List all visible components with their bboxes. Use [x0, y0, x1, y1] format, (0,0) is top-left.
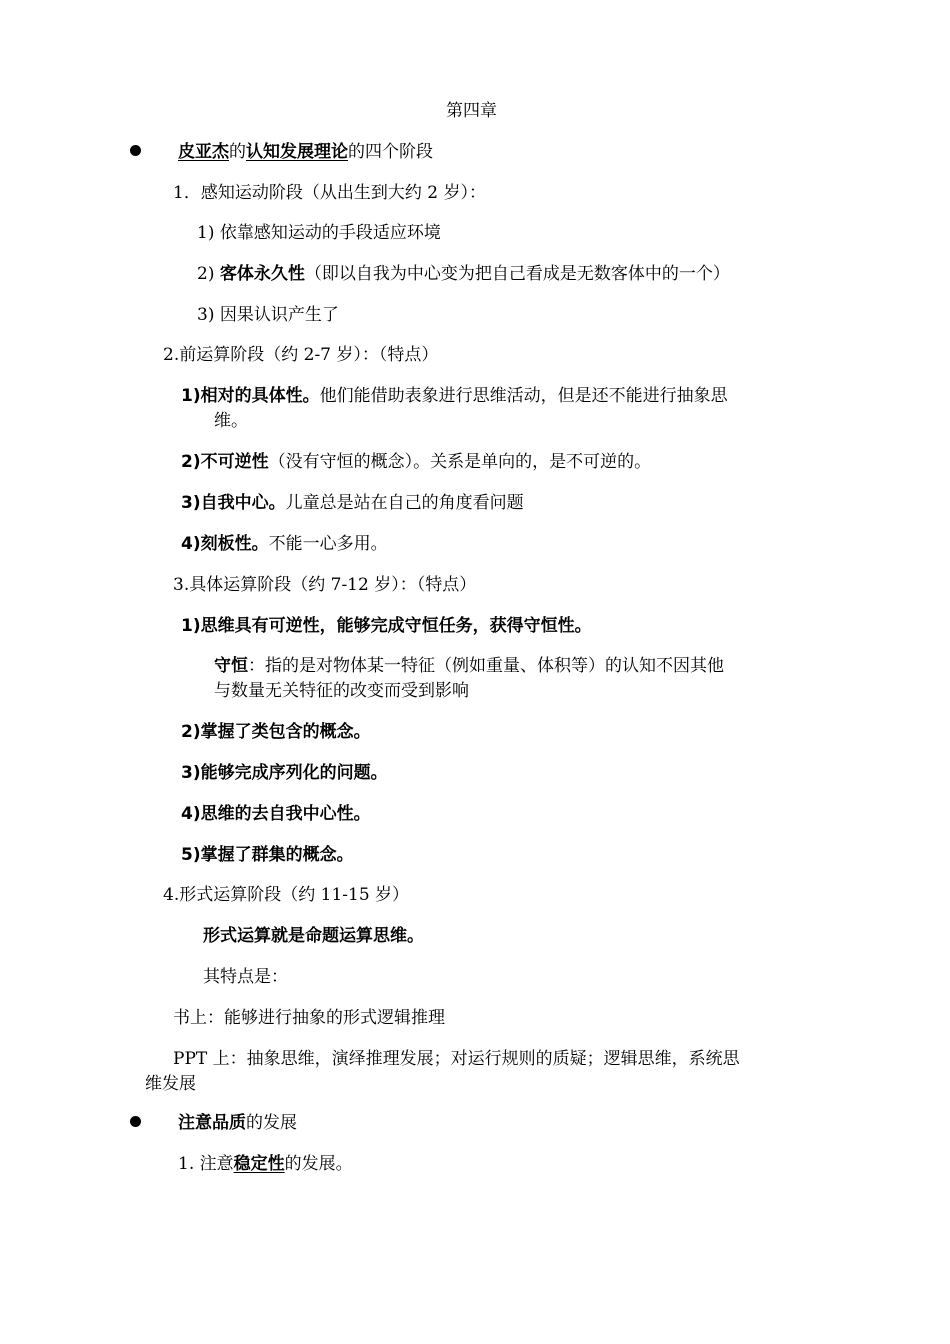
stage-3-heading: 3.具体运算阶段（约 7-12 岁）：（特点）: [173, 575, 477, 595]
stage-3-item-4: 4)思维的去自我中心性。: [181, 804, 371, 824]
stage-2-item-4: [181, 532, 388, 556]
heading-name: 皮亚杰: [178, 142, 229, 162]
heading-term: 注意品质: [178, 1113, 246, 1133]
stage-2-item-2: [181, 450, 651, 474]
stage-3-item-3: 3)能够完成序列化的问题。: [181, 763, 388, 783]
stage-2-item-3: [181, 491, 524, 515]
item-term: 稳定性: [233, 1154, 285, 1174]
heading-text: 的: [229, 142, 246, 162]
stage-3-item-1: 1)思维具有可逆性，能够完成守恒任务，获得守恒性。: [181, 616, 592, 636]
conservation-definition-cont: 与数量无关特征的改变而受到影响: [214, 681, 469, 701]
item-text: 不能一心多用。: [268, 534, 388, 554]
item-text: ：指的是对物体某一特征（例如重量、体积等）的认知不因其他: [248, 656, 724, 676]
item-text: 儿童总是站在自己的角度看问题: [285, 493, 524, 513]
item-term: 守恒: [214, 656, 248, 676]
stage-4-line-3: 书上：能够进行抽象的形式逻辑推理: [173, 1008, 445, 1028]
stage-4-heading: 4.形式运算阶段（约 11-15 岁）: [163, 885, 410, 905]
item-text: 的发展。: [284, 1154, 353, 1174]
stage-1-item-2: [197, 262, 730, 286]
stage-4-line-4-cont: 维发展: [145, 1074, 196, 1094]
heading-text: 的发展: [246, 1113, 297, 1133]
stage-1-item-3: 3) 因果认识产生了: [197, 305, 339, 325]
stage-3-item-5: 5)掌握了群集的概念。: [181, 845, 354, 865]
section-heading-attention: [178, 1111, 297, 1135]
heading-text: 的四个阶段: [348, 142, 433, 162]
item-text: 他们能借助表象进行思维活动，但是还不能进行抽象思: [319, 386, 728, 406]
item-term: 4)刻板性。: [181, 534, 269, 554]
page-title: 第四章: [446, 101, 497, 121]
stage-4-line-2: 其特点是：: [203, 967, 288, 987]
section-heading-piaget: [178, 140, 433, 164]
item-term: 1)相对的具体性。: [181, 386, 320, 406]
attention-item-1: [178, 1152, 353, 1176]
conservation-definition: [214, 654, 724, 678]
item-text: （没有守恒的概念）。关系是单向的，是不可逆的。: [268, 452, 652, 472]
stage-1-item-1: 1) 依靠感知运动的手段适应环境: [197, 223, 441, 243]
item-text: （即以自我为中心变为把自己看成是无数客体中的一个）: [304, 264, 730, 284]
stage-4-line-4: PPT 上：抽象思维，演绎推理发展；对运行规则的质疑；逻辑思维，系统思: [173, 1049, 740, 1069]
stage-3-item-2: 2)掌握了类包含的概念。: [181, 722, 371, 742]
stage-2-item-1-cont: 维。: [214, 411, 248, 431]
stage-4-line-1: 形式运算就是命题运算思维。: [203, 926, 424, 946]
stage-2-item-1: [181, 384, 728, 408]
item-term: 2)不可逆性: [181, 452, 269, 472]
item-term: 客体永久性: [219, 264, 305, 284]
item-text: 1. 注意: [178, 1154, 234, 1174]
bullet-icon: [130, 1116, 141, 1127]
item-term: 3)自我中心。: [181, 493, 286, 513]
item-number: 2): [197, 264, 220, 284]
heading-theory: 认知发展理论: [246, 142, 348, 162]
stage-2-heading: 2.前运算阶段（约 2-7 岁）：（特点）: [163, 345, 439, 365]
bullet-icon: [130, 145, 141, 156]
stage-1-heading: 1．感知运动阶段（从出生到大约 2 岁）：: [173, 183, 486, 203]
